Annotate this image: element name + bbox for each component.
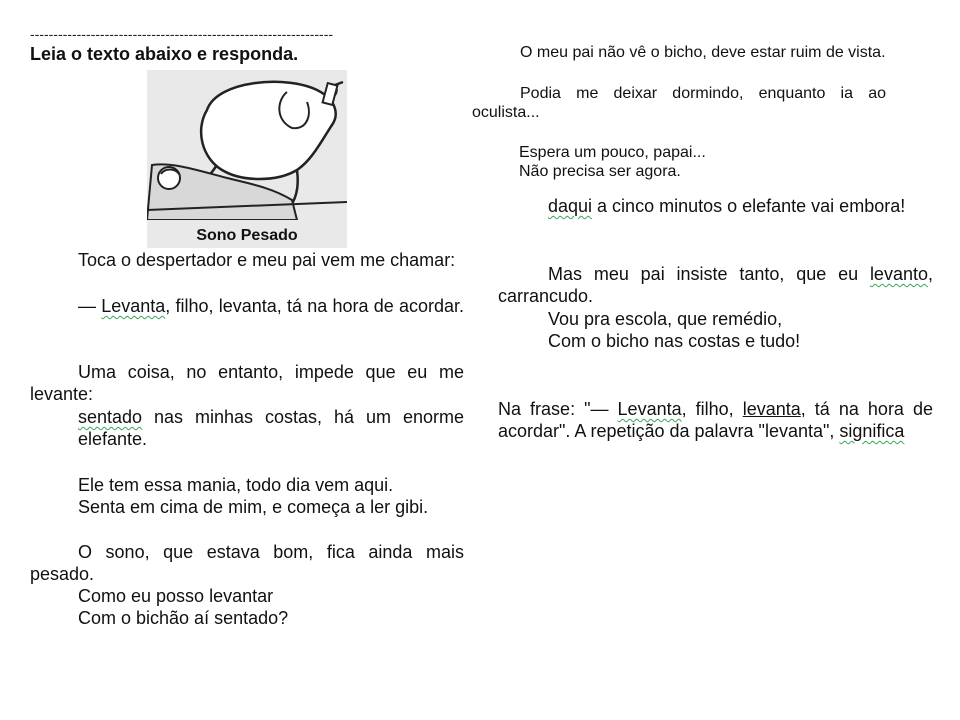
underlined-word: sentado — [78, 407, 143, 427]
paragraph-text: a cinco minutos o elefante vai embora! — [592, 196, 906, 216]
paragraph — [78, 585, 464, 629]
elephant-drawing — [147, 70, 347, 220]
paragraph — [498, 195, 933, 217]
underlined-word: Levanta — [101, 296, 166, 316]
paragraph — [30, 361, 464, 405]
paragraph — [472, 43, 886, 62]
underlined-word: significa — [839, 421, 905, 441]
paragraph — [519, 143, 879, 181]
paragraph-text: O sono, que estava bom, fica ainda mais pesado. — [30, 542, 464, 584]
paragraph — [30, 249, 464, 271]
illustration-caption: Sono Pesado — [196, 227, 298, 244]
line-text: Senta em cima de mim, e começa a ler gibi. — [78, 497, 429, 517]
paragraph — [498, 263, 933, 307]
paragraph — [472, 84, 886, 122]
instruction-heading: Leia o texto abaixo e responda. — [30, 44, 299, 64]
paragraph-text: Uma coisa, no entanto, impede que eu me levante: — [30, 362, 464, 404]
elephant-illustration — [147, 70, 347, 248]
separator-line: ----------------------------------------------------------------- — [30, 26, 334, 42]
paragraph-text: Toca o despertador e meu pai vem me chamar: — [78, 250, 456, 270]
paragraph-text: nas minhas costas, há um enorme elefante. — [78, 407, 464, 449]
paragraph-text: Podia me deixar dormindo, enquanto ia ao oculista... — [472, 85, 886, 121]
line-text: Espera um pouco, papai... — [519, 144, 706, 161]
underlined-word: levanto — [869, 264, 928, 284]
paragraph — [548, 308, 933, 352]
question-part: , filho, — [681, 399, 743, 419]
line-text: Ele tem essa mania, todo dia vem aqui. — [78, 475, 394, 495]
line-text: Como eu posso levantar — [78, 586, 274, 606]
paragraph-text: Mas meu pai insiste tanto, que eu — [548, 264, 870, 284]
paragraph-continuation — [30, 318, 464, 340]
question-part: , tá na hora de acordar". A repetição da palavra "levanta", — [498, 399, 934, 441]
underlined-word: levanta — [742, 399, 801, 419]
paragraph — [78, 295, 464, 317]
line-text: Com o bicho nas costas e tudo! — [548, 331, 801, 351]
question-part: Na frase: "— — [498, 399, 618, 419]
paragraph — [78, 406, 464, 450]
paragraph — [30, 541, 464, 585]
line-text: Vou pra escola, que remédio, — [548, 309, 783, 329]
dash-mark: — — [78, 296, 102, 316]
line-text: Não precisa ser agora. — [519, 163, 681, 180]
question-text — [498, 398, 933, 442]
line-text: Com o bichão aí sentado? — [78, 608, 289, 628]
underlined-word: Levanta — [617, 399, 682, 419]
paragraph — [78, 474, 464, 518]
paragraph-text: , filho, levanta, tá na hora de acordar. — [165, 296, 464, 316]
underlined-word: daqui — [548, 196, 593, 216]
paragraph-text: , carrancudo. — [498, 264, 933, 306]
paragraph-text: O meu pai não vê o bicho, deve estar ruim de vista. — [520, 44, 886, 61]
